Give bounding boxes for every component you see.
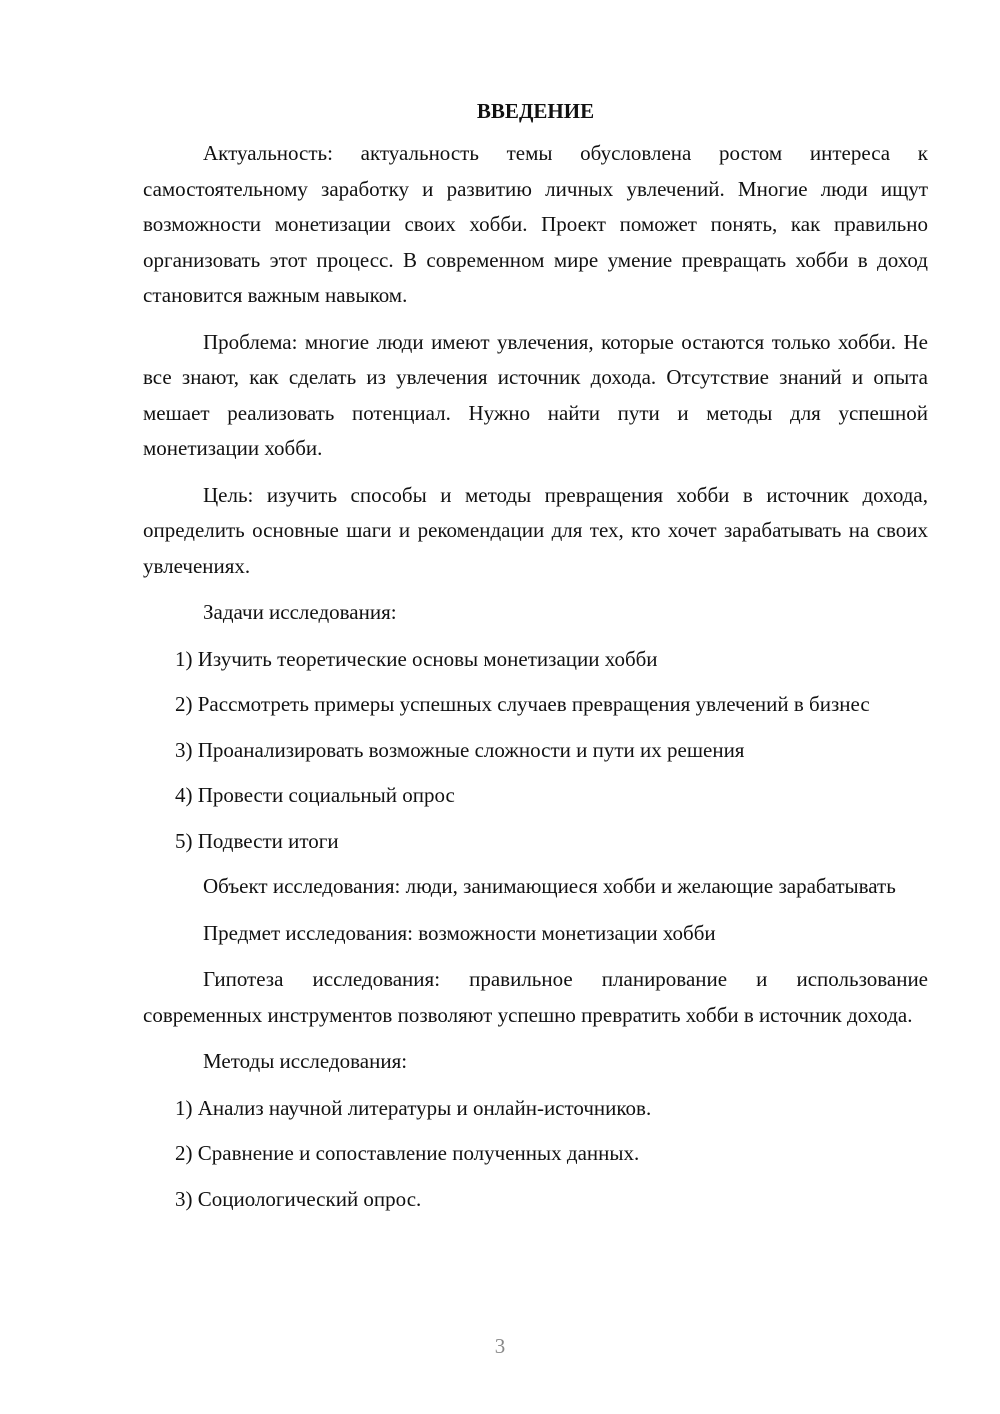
hypothesis-paragraph: Гипотеза исследования: правильное планирование и использование современных инструментов позволяют успешно превратить хобби в источник дохода. (143, 967, 928, 1027)
method-item: 1) Анализ научной литературы и онлайн-источников. (175, 1095, 652, 1120)
page-content (143, 96, 928, 1227)
task-item: 2) Рассмотреть примеры успешных случаев превращения увлечений в бизнес (175, 692, 870, 716)
relevance-paragraph: Актуальность: актуальность темы обусловлена ростом интереса к самостоятельному заработку и развитию личных увлечений. Многие люди ищут возможности монетизации своих хобби. Проект поможет понять, как правильно организовать этот процесс. В современном мире умение превращать хобби в доход становится важным навыком. (143, 141, 928, 307)
methods-heading: Методы исследования: (203, 1049, 408, 1073)
page-number: 3 (494, 1334, 506, 1358)
section-title: ВВЕДЕНИЕ (476, 99, 595, 123)
task-item: 3) Проанализировать возможные сложности и пути их решения (175, 737, 745, 762)
task-item: 1) Изучить теоретические основы монетизации хобби (175, 646, 658, 671)
method-item: 2) Сравнение и сопоставление полученных данных. (175, 1141, 640, 1165)
tasks-heading: Задачи исследования: (203, 600, 397, 624)
subject-paragraph: Предмет исследования: возможности монетизации хобби (203, 920, 716, 945)
problem-paragraph: Проблема: многие люди имеют увлечения, которые остаются только хобби. Не все знают, как сделать из увлечения источник дохода. Отсутствие знаний и опыта мешает реализовать потенциал. Нужно найти пути и методы для успешной монетизации хобби. (143, 329, 928, 460)
task-item: 5) Подвести итоги (175, 828, 339, 853)
goal-paragraph: Цель: изучить способы и методы превращения хобби в источник дохода, определить основные шаги и рекомендации для тех, кто хочет зарабатывать на своих увлечениях. (143, 482, 928, 578)
object-paragraph: Объект исследования: люди, занимающиеся хобби и желающие зарабатывать (203, 874, 896, 898)
task-item: 4) Провести социальный опрос (175, 783, 455, 807)
method-item: 3) Социологический опрос. (175, 1186, 422, 1211)
